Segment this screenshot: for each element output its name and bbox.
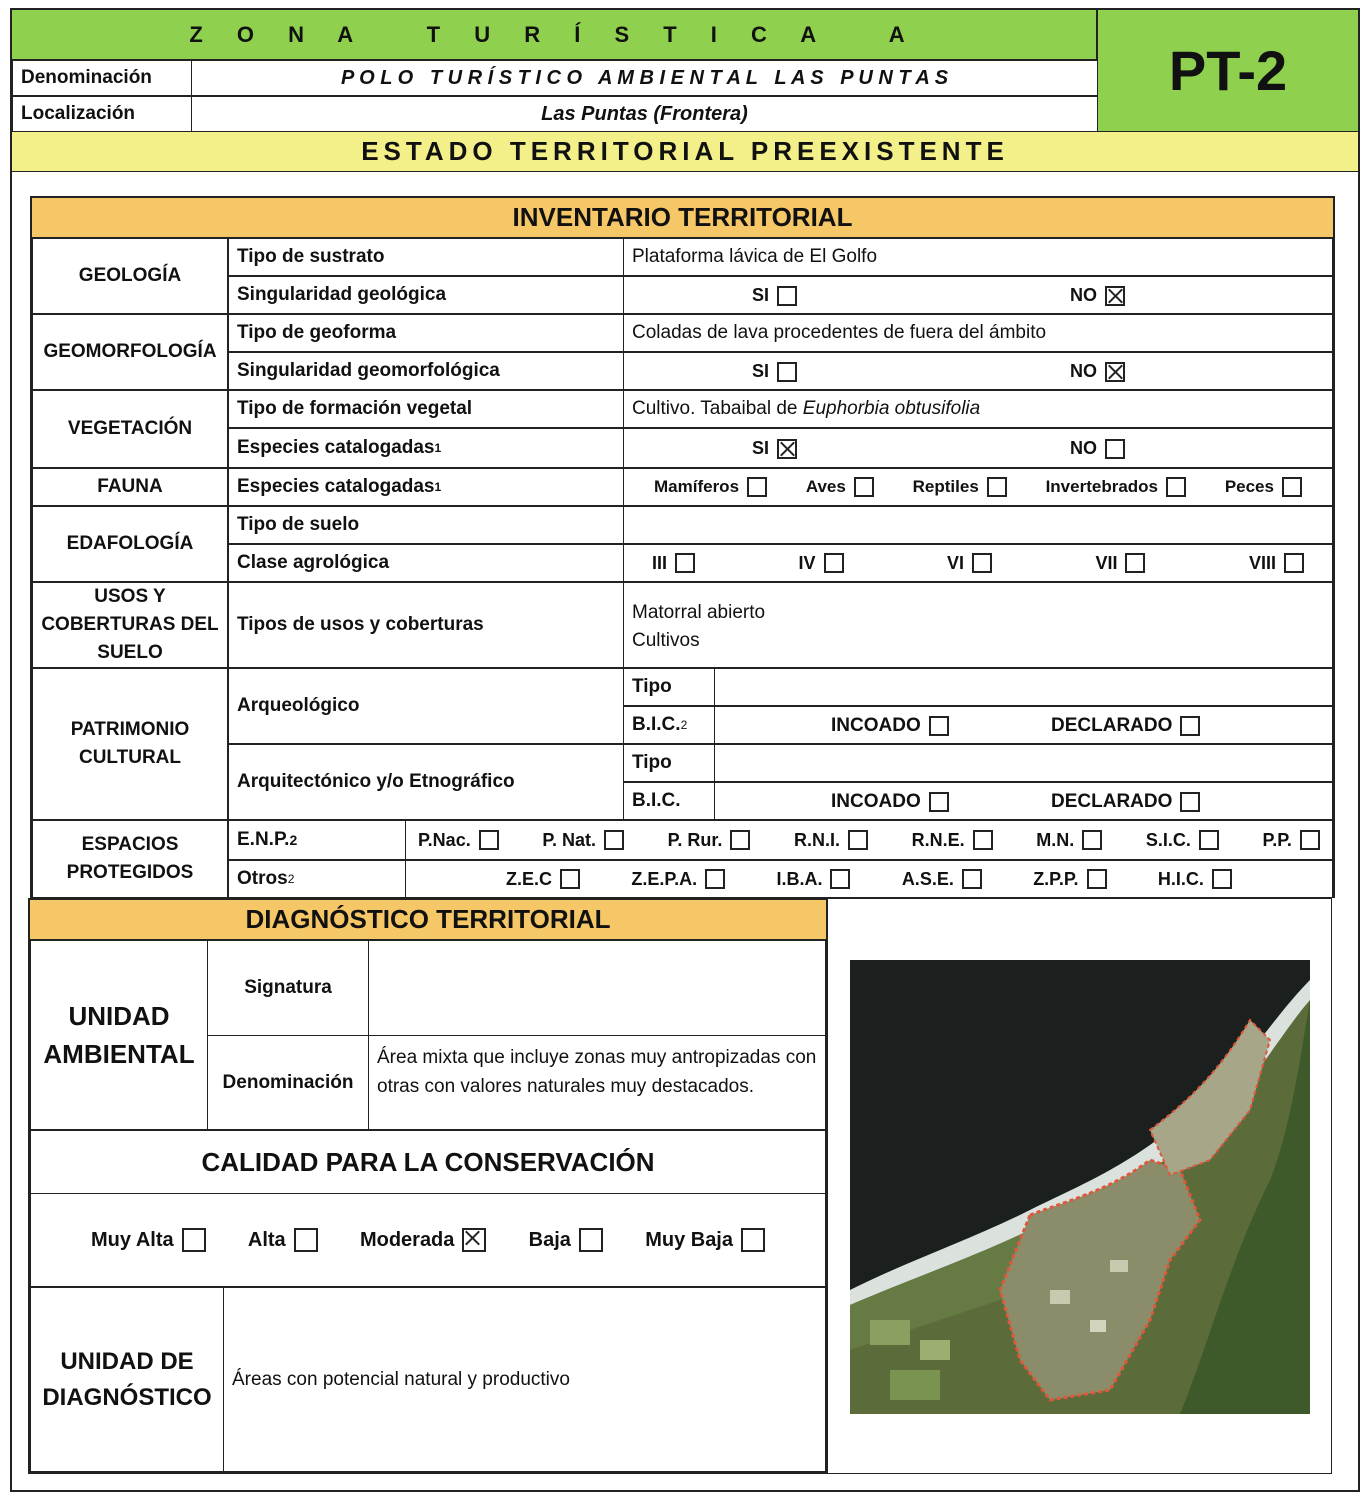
usos-values: [623, 582, 1333, 668]
signatura-label: Signatura: [207, 940, 369, 1036]
checkbox[interactable]: [294, 1228, 318, 1252]
enp-option-rni[interactable]: R.N.I.: [794, 830, 868, 851]
checkbox[interactable]: [1282, 477, 1302, 497]
arqui-tipo-value[interactable]: [714, 744, 1333, 782]
geomorfologia-tipo-value: Coladas de lava procedentes de fuera del ámbito: [623, 314, 1333, 352]
checkbox[interactable]: [747, 477, 767, 497]
checkbox-checked[interactable]: [1105, 286, 1125, 306]
checkbox[interactable]: [1300, 830, 1320, 850]
geomorfologia-si-option[interactable]: SI: [752, 361, 797, 382]
checkbox[interactable]: [854, 477, 874, 497]
checkbox[interactable]: [1105, 439, 1125, 459]
calidad-option-baja[interactable]: Baja: [529, 1228, 603, 1252]
clase-option-vi[interactable]: VI: [947, 553, 992, 574]
arqui-declarado-option[interactable]: DECLARADO: [1051, 791, 1200, 813]
enp-option-mn[interactable]: M.N.: [1036, 830, 1102, 851]
edafologia-suelo-value[interactable]: [623, 506, 1333, 544]
aerial-photo: [850, 960, 1310, 1414]
arq-bic-label: B.I.C. 2: [623, 706, 715, 744]
checkbox[interactable]: [579, 1228, 603, 1252]
edafologia-clase-options: [623, 544, 1333, 582]
checkbox[interactable]: [730, 830, 750, 850]
vegetacion-no-option[interactable]: NO: [1070, 438, 1125, 459]
clase-option-iv[interactable]: IV: [798, 553, 843, 574]
checkbox[interactable]: [1180, 792, 1200, 812]
calidad-header: [30, 1130, 826, 1194]
enp-label: E.N.P. 2: [228, 820, 406, 860]
vegetacion-especies-label: Especies catalogadas 1: [228, 428, 624, 468]
enp-option-rne[interactable]: R.N.E.: [912, 830, 993, 851]
vegetacion-label: VEGETACIÓN: [32, 390, 228, 468]
checkbox[interactable]: [1082, 830, 1102, 850]
checkbox[interactable]: [1284, 553, 1304, 573]
diagnostico-header: [30, 900, 826, 940]
checkbox-checked[interactable]: [777, 439, 797, 459]
fauna-option-aves[interactable]: Aves: [806, 477, 874, 497]
fauna-options: [623, 468, 1333, 506]
calidad-title: CALIDAD PARA LA CONSERVACIÓN: [201, 1146, 655, 1177]
calidad-option-muy-alta[interactable]: Muy Alta: [91, 1228, 206, 1252]
geologia-sing-label: Singularidad geológica: [228, 276, 624, 314]
fauna-especies-label: Especies catalogadas 1: [228, 468, 624, 506]
inventario-title: INVENTARIO TERRITORIAL: [512, 202, 853, 232]
fauna-option-reptiles[interactable]: Reptiles: [913, 477, 1007, 497]
arq-incoado-option[interactable]: INCOADO: [831, 715, 949, 737]
denominacion-label-cell: Denominación: [12, 60, 192, 96]
checkbox[interactable]: [929, 716, 949, 736]
geomorfologia-tipo-label: Tipo de geoforma: [228, 314, 624, 352]
arqui-incoado-option[interactable]: INCOADO: [831, 791, 949, 813]
denominacion-diag-label: Denominación: [207, 1035, 369, 1130]
arq-declarado-option[interactable]: DECLARADO: [1051, 715, 1200, 737]
arqui-bic-options: [714, 782, 1333, 820]
otros-option-iba[interactable]: I.B.A.: [776, 869, 850, 890]
enp-option-sic[interactable]: S.I.C.: [1146, 830, 1219, 851]
otros-option-hic[interactable]: H.I.C.: [1158, 869, 1232, 890]
checkbox[interactable]: [777, 286, 797, 306]
localizacion-label-cell: Localización: [12, 96, 192, 132]
zona-title: Z O N A T U R Í S T I C A A: [189, 21, 919, 47]
vegetacion-tipo-value: Cultivo. Tabaibal de Euphorbia obtusifolia: [623, 390, 1333, 428]
checkbox[interactable]: [675, 553, 695, 573]
checkbox[interactable]: [705, 869, 725, 889]
denominacion-value-cell: [191, 60, 1098, 96]
calidad-option-moderada[interactable]: Moderada: [360, 1228, 486, 1252]
geomorfologia-label: GEOMORFOLOGÍA: [32, 314, 228, 390]
checkbox[interactable]: [972, 553, 992, 573]
calidad-option-alta[interactable]: Alta: [248, 1228, 318, 1252]
geomorfologia-sing-label: Singularidad geomorfológica: [228, 352, 624, 390]
fauna-option-invertebrados[interactable]: Invertebrados: [1046, 477, 1186, 497]
calidad-option-muy-baja[interactable]: Muy Baja: [645, 1228, 765, 1252]
vegetacion-tipo-label: Tipo de formación vegetal: [228, 390, 624, 428]
usos-value-2: Cultivos: [632, 630, 700, 651]
geologia-label: GEOLOGÍA: [32, 238, 228, 314]
otros-option-zpp[interactable]: Z.P.P.: [1033, 869, 1106, 890]
inventario-header: [32, 198, 1333, 238]
calidad-options: [30, 1193, 826, 1287]
patrimonio-label: PATRIMONIO CULTURAL: [32, 668, 228, 820]
otros-label: Otros 2: [228, 860, 406, 898]
arq-tipo-label: Tipo: [623, 668, 715, 706]
arqui-tipo-label: Tipo: [623, 744, 715, 782]
checkbox[interactable]: [604, 830, 624, 850]
estado-title: ESTADO TERRITORIAL PREEXISTENTE: [361, 136, 1009, 166]
denominacion-diag-value: Área mixta que incluye zonas muy antropizadas con otras con valores naturales muy destacados.: [368, 1035, 826, 1130]
checkbox[interactable]: [479, 830, 499, 850]
otros-option-zec[interactable]: Z.E.C: [506, 869, 580, 890]
usos-tipos-label: Tipos de usos y coberturas: [228, 582, 624, 668]
vegetacion-especies-options: [623, 428, 1333, 468]
checkbox[interactable]: [741, 1228, 765, 1252]
checkbox[interactable]: [824, 553, 844, 573]
enp-option-pp[interactable]: P.P.: [1263, 830, 1320, 851]
unidad-diagnostico-value: Áreas con potencial natural y productivo: [223, 1287, 826, 1472]
denominacion-value: P O L O T U R Í S T I C O A M B I E N T A L L A S P U N T A S: [340, 66, 949, 89]
vegetacion-si-option[interactable]: SI: [752, 438, 797, 459]
fauna-option-mamiferos[interactable]: Mamíferos: [654, 477, 767, 497]
edafologia-label: EDAFOLOGÍA: [32, 506, 228, 582]
otros-option-zepa[interactable]: Z.E.P.A.: [631, 869, 725, 890]
checkbox[interactable]: [929, 792, 949, 812]
unidad-ambiental-label: UNIDAD AMBIENTAL: [30, 940, 208, 1130]
enp-option-pnac[interactable]: P.Nac.: [418, 830, 499, 851]
estado-banner: [12, 132, 1358, 172]
geomorfologia-no-option[interactable]: NO: [1070, 361, 1125, 382]
enp-option-prur[interactable]: P. Rur.: [668, 830, 751, 851]
arqui-bic-label: B.I.C.: [623, 782, 715, 820]
enp-options: [405, 820, 1333, 860]
checkbox[interactable]: [830, 869, 850, 889]
checkbox[interactable]: [1125, 553, 1145, 573]
geologia-no-option[interactable]: NO: [1070, 285, 1125, 306]
code-label: PT-2: [1168, 39, 1288, 102]
localizacion-value: Las Puntas (Frontera): [541, 102, 748, 125]
fauna-label: FAUNA: [32, 468, 228, 506]
localizacion-value-cell: [191, 96, 1098, 132]
checkbox[interactable]: [1212, 869, 1232, 889]
patrimonio-arq-label: Arqueológico: [228, 668, 624, 744]
diagnostico-title: DIAGNÓSTICO TERRITORIAL: [245, 904, 611, 934]
aerial-photo-graphic: [850, 960, 1310, 1414]
geologia-tipo-value: Plataforma lávica de El Golfo: [623, 238, 1333, 276]
fauna-option-peces[interactable]: Peces: [1225, 477, 1302, 497]
usos-label: USOS Y COBERTURAS DEL SUELO: [32, 582, 228, 668]
checkbox-checked[interactable]: [1105, 362, 1125, 382]
unidad-diagnostico-label: UNIDAD DE DIAGNÓSTICO: [30, 1287, 224, 1472]
checkbox[interactable]: [1180, 716, 1200, 736]
clase-option-viii[interactable]: VIII: [1249, 553, 1304, 574]
signatura-value[interactable]: [368, 940, 826, 1036]
clase-option-iii[interactable]: III: [652, 553, 695, 574]
edafologia-clase-label: Clase agrológica: [228, 544, 624, 582]
checkbox[interactable]: [973, 830, 993, 850]
code-box: [1098, 10, 1358, 132]
espacios-label: ESPACIOS PROTEGIDOS: [32, 820, 228, 898]
checkbox[interactable]: [987, 477, 1007, 497]
geologia-tipo-label: Tipo de sustrato: [228, 238, 624, 276]
checkbox[interactable]: [1199, 830, 1219, 850]
arq-tipo-value[interactable]: [714, 668, 1333, 706]
usos-value-1: Matorral abierto: [632, 602, 766, 623]
enp-option-pnat[interactable]: P. Nat.: [542, 830, 624, 851]
patrimonio-arqui-label: Arquitectónico y/o Etnográfico: [228, 744, 624, 820]
checkbox[interactable]: [560, 869, 580, 889]
checkbox[interactable]: [848, 830, 868, 850]
geologia-si-option[interactable]: SI: [752, 285, 797, 306]
geologia-sing-options: [623, 276, 1333, 314]
clase-option-vii[interactable]: VII: [1095, 553, 1145, 574]
checkbox-checked[interactable]: [462, 1228, 486, 1252]
zona-banner: [12, 10, 1098, 60]
checkbox[interactable]: [962, 869, 982, 889]
edafologia-suelo-label: Tipo de suelo: [228, 506, 624, 544]
checkbox[interactable]: [1166, 477, 1186, 497]
checkbox[interactable]: [777, 362, 797, 382]
otros-options: [405, 860, 1333, 898]
geomorfologia-sing-options: [623, 352, 1333, 390]
checkbox[interactable]: [182, 1228, 206, 1252]
otros-option-ase[interactable]: A.S.E.: [902, 869, 982, 890]
checkbox[interactable]: [1087, 869, 1107, 889]
arq-bic-options: [714, 706, 1333, 744]
